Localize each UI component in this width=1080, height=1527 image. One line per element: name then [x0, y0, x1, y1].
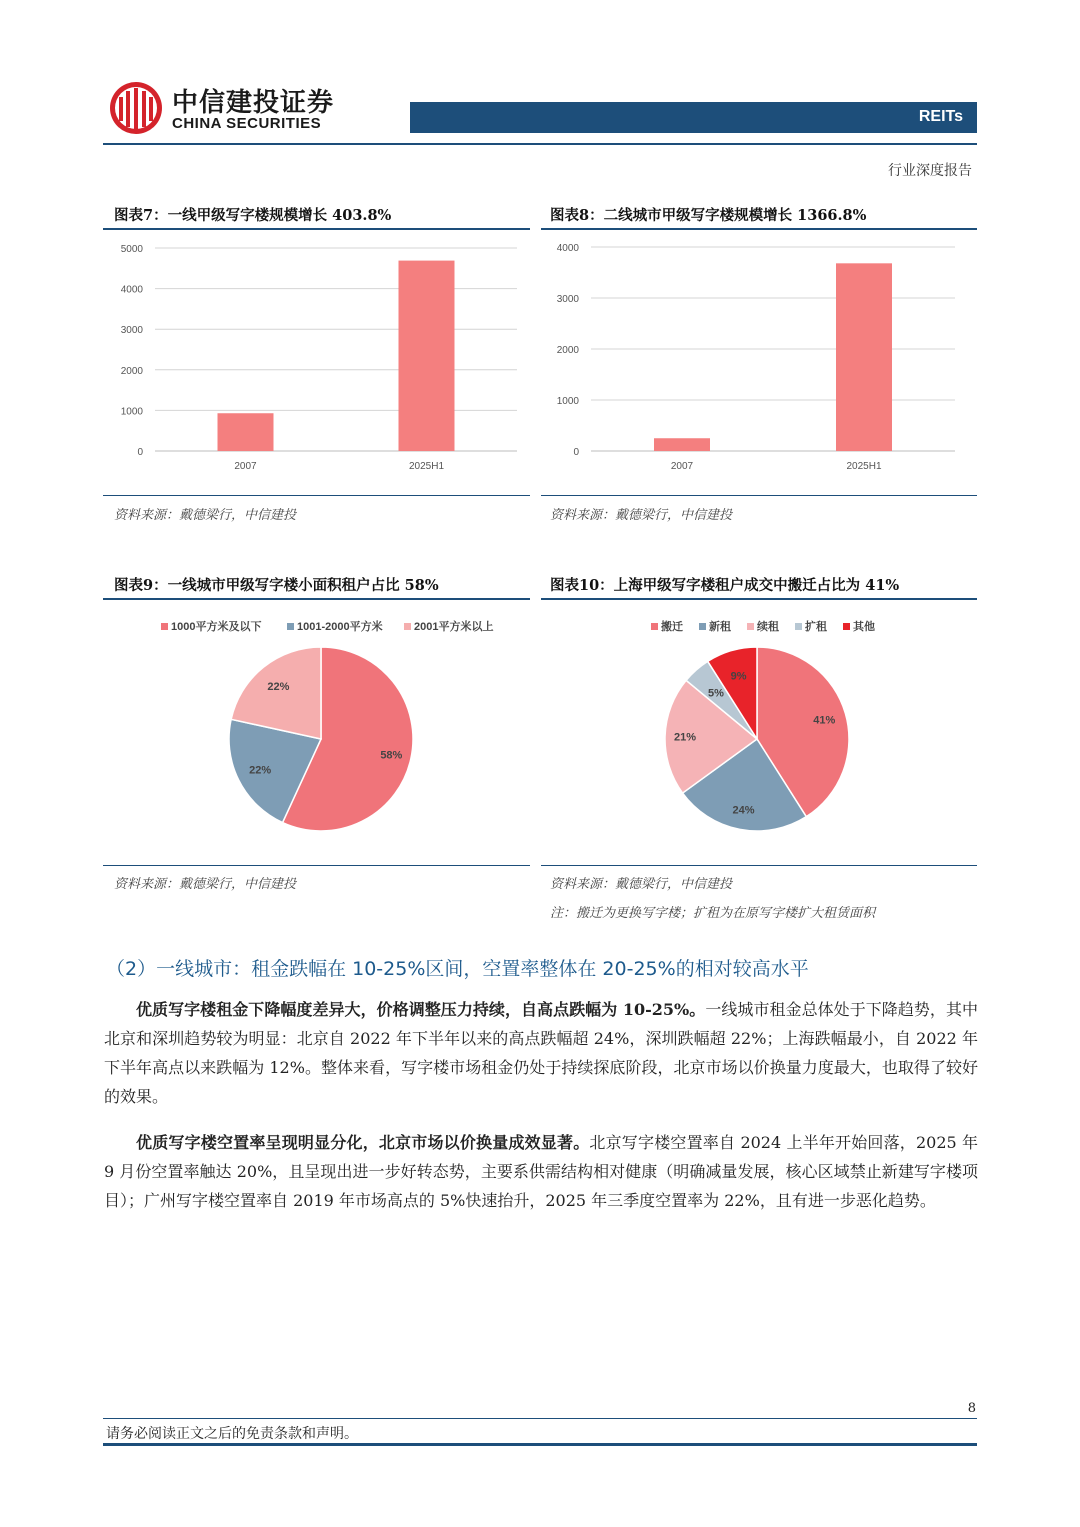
page-number: 8	[967, 1401, 976, 1416]
company-name-en: CHINA SECURITIES	[172, 115, 322, 132]
slice-data-label: 5%	[708, 687, 724, 700]
slice-data-label: 41%	[813, 714, 836, 727]
bar	[836, 263, 892, 451]
figure-10-top-rule	[541, 598, 977, 600]
figure-10-title: 图表10：上海甲级写字楼租户成交中搬迁占比为 41%	[550, 577, 900, 594]
legend-label: 新租	[709, 621, 731, 633]
legend-swatch	[699, 623, 706, 630]
logo-emblem-icon	[108, 80, 164, 136]
slice-data-label: 9%	[730, 670, 747, 683]
legend-label: 搬迁	[661, 621, 683, 633]
figure-9-bottom-rule	[103, 865, 530, 866]
header-rule	[103, 143, 977, 145]
legend-swatch	[161, 623, 168, 630]
x-tick-label: 2007	[670, 461, 694, 472]
figure-10-source: 资料来源：戴德梁行，中信建投	[550, 877, 733, 892]
figure-10-pie-chart	[541, 602, 977, 864]
y-tick-label: 0	[137, 447, 143, 458]
figure-8-bar-chart	[541, 232, 977, 492]
legend-swatch	[843, 623, 850, 630]
paragraph-vacancy	[104, 1128, 978, 1215]
y-tick-label: 4000	[556, 243, 579, 254]
legend-swatch	[651, 623, 658, 630]
footer-disclaimer: 请务必阅读正文之后的免责条款和声明。	[106, 1426, 358, 1442]
x-tick-label: 2025H1	[408, 461, 445, 472]
figure-8-top-rule	[541, 228, 977, 230]
legend-swatch	[795, 623, 802, 630]
paragraph-vacancy-body: 北京写字楼空置率自 2024 上半年开始回落，2025 年 9 月份空置率触达 20%，且呈现出进一步好转态势，主要系供需结构相对健康（明确减量发展，核心区域禁止新建写字楼项目）；广州写字楼空置率自 2019 年市场高点的 5%快速抬升，2025 年三季度空置率为 22%，且有进一步恶化趋势。	[104, 1133, 978, 1210]
figure-8-bottom-rule	[541, 495, 977, 496]
legend-label: 1000平方米及以下	[171, 621, 262, 633]
paragraph-rent-body: 一线城市租金总体处于下降趋势，其中北京和深圳趋势较为明显：北京自 2022 年下半年以来的高点跌幅超 24%，深圳跌幅超 22%；上海跌幅最小，自 2022 年下半年高点以来跌幅为 12%。整体来看，写字楼市场租金仍处于持续探底阶段，北京市场以价换量力度最大，也取得了较好的效果。	[104, 1000, 978, 1106]
y-tick-label: 1000	[556, 396, 579, 407]
x-tick-label: 2007	[234, 461, 257, 472]
y-tick-label: 3000	[120, 325, 143, 337]
bar	[399, 261, 455, 451]
paragraph-rent-lead: 优质写字楼租金下降幅度差异大，价格调整压力持续，自高点跌幅为 10-25%。	[136, 1000, 706, 1019]
legend-label: 续租	[757, 621, 779, 633]
figure-7-bottom-rule	[103, 495, 530, 496]
legend-label: 2001平方米以上	[414, 621, 494, 633]
company-logo	[108, 80, 164, 136]
report-type-label: 行业深度报告	[888, 163, 972, 179]
footer-rule-thin	[103, 1418, 977, 1419]
figure-7-title: 图表7：一线甲级写字楼规模增长 403.8%	[114, 207, 392, 224]
slice-data-label: 24%	[732, 804, 755, 817]
y-tick-label: 0	[573, 447, 579, 458]
slice-data-label: 58%	[380, 749, 403, 762]
figure-8-source: 资料来源：戴德梁行，中信建投	[550, 508, 733, 523]
figure-9-source: 资料来源：戴德梁行，中信建投	[114, 877, 297, 892]
figure-9-top-rule	[103, 598, 530, 600]
figure-10-bottom-rule	[541, 865, 977, 866]
slice-data-label: 21%	[674, 731, 697, 744]
paragraph-rent	[104, 995, 978, 1111]
slice-data-label: 22%	[249, 764, 272, 777]
legend-label: 1001-2000平方米	[297, 621, 383, 633]
y-tick-label: 3000	[556, 294, 579, 305]
slice-data-label: 22%	[267, 681, 290, 694]
legend-swatch	[747, 623, 754, 630]
legend-swatch	[404, 623, 411, 630]
y-tick-label: 5000	[120, 244, 143, 255]
paragraph-vacancy-lead: 优质写字楼空置率呈现明显分化，北京市场以价换量成效显著。	[136, 1133, 590, 1152]
legend-swatch	[287, 623, 294, 630]
figure-9-pie-chart	[103, 602, 530, 864]
footer-rule-thick	[103, 1443, 977, 1446]
figure-7-bar-chart	[103, 232, 530, 492]
section-heading: （2）一线城市：租金跌幅在 10-25%区间，空置率整体在 20-25%的相对较高水平	[106, 958, 809, 980]
legend-label: 其他	[853, 621, 875, 633]
y-tick-label: 2000	[120, 365, 143, 377]
x-tick-label: 2025H1	[846, 461, 882, 472]
figure-9-title: 图表9：一线城市甲级写字楼小面积租户占比 58%	[114, 577, 439, 594]
bar	[654, 438, 710, 451]
bar	[218, 413, 274, 451]
y-tick-label: 4000	[120, 284, 143, 296]
figure-10-note: 注：搬迁为更换写字楼；扩租为在原写字楼扩大租赁面积	[550, 906, 876, 921]
legend-label: 扩租	[805, 621, 827, 633]
y-tick-label: 1000	[120, 406, 143, 418]
figure-7-source: 资料来源：戴德梁行，中信建投	[114, 508, 297, 523]
section-tag-bar: REITs	[410, 102, 977, 133]
company-name-cn: 中信建投证券	[172, 88, 335, 118]
figure-8-title: 图表8：二线城市甲级写字楼规模增长 1366.8%	[550, 207, 867, 224]
figure-7-top-rule	[103, 228, 530, 230]
y-tick-label: 2000	[556, 345, 579, 356]
